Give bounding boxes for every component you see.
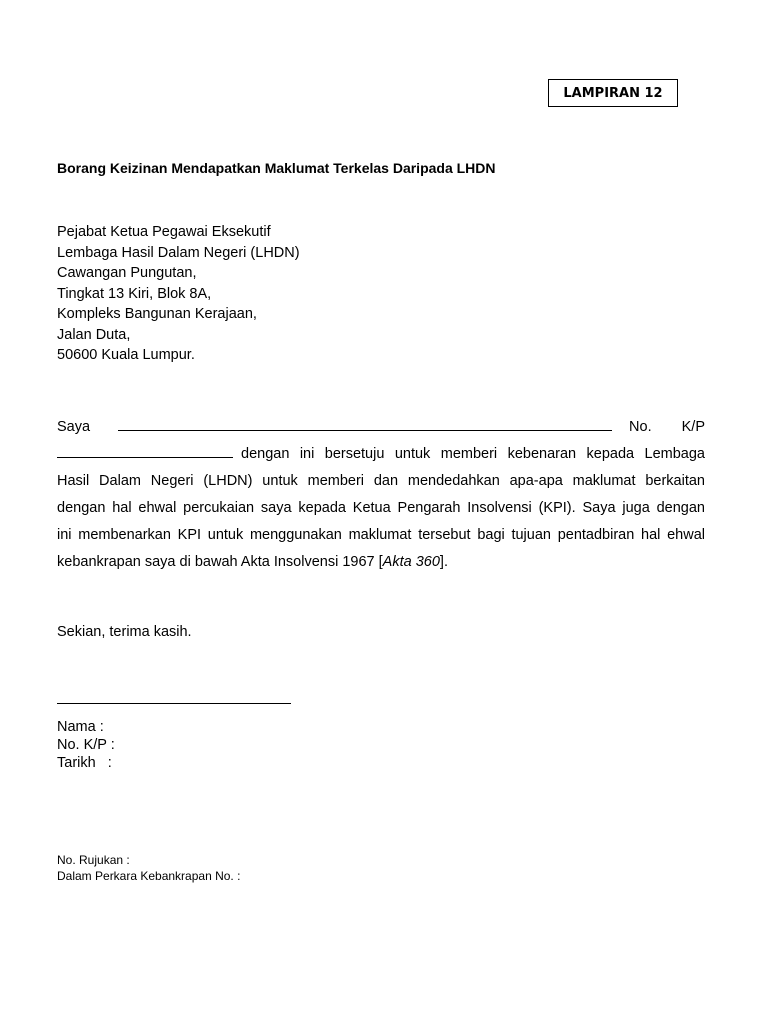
consent-line-2 xyxy=(57,441,705,468)
kp-blank[interactable] xyxy=(57,445,233,458)
consent-text xyxy=(57,549,705,576)
appendix-label: LAMPIRAN 12 xyxy=(563,85,663,101)
closing-text: Sekian, terima kasih. xyxy=(57,624,192,640)
kp-number-label: No. K/P : xyxy=(57,737,115,753)
signature-line[interactable] xyxy=(57,703,291,704)
nama-label: Nama : xyxy=(57,719,104,735)
address-line: Cawangan Pungutan, xyxy=(57,265,197,281)
act-reference: Akta 360 xyxy=(382,554,440,570)
consent-text: ini membenarkan KPI untuk menggunakan maklumat tersebut bagi tujuan pentadbiran hal ehwal xyxy=(57,527,705,543)
consent-text: dengan ini bersetuju untuk memberi kebenaran kepada Lembaga xyxy=(241,446,705,462)
consent-text: Hasil Dalam Negeri (LHDN) untuk memberi dan mendedahkan apa-apa maklumat berkaitan xyxy=(57,473,705,489)
reference-block xyxy=(57,852,240,884)
bankruptcy-case-label: Dalam Perkara Kebankrapan No. : xyxy=(57,869,241,883)
address-line: Tingkat 13 Kiri, Blok 8A, xyxy=(57,285,212,302)
address-line: Lembaga Hasil Dalam Negeri (LHDN) xyxy=(57,244,300,261)
signature-block xyxy=(57,718,115,772)
tarikh-label: Tarikh : xyxy=(57,755,112,771)
saya-label: Saya xyxy=(57,419,91,435)
appendix-label-box xyxy=(548,79,678,107)
kp-label: K/P xyxy=(681,419,705,435)
reference-number-label: No. Rujukan : xyxy=(57,853,130,867)
consent-text-part: ]. xyxy=(439,554,448,570)
consent-text-part: kebankrapan saya di bawah Akta Insolvensi 1967 [ xyxy=(57,554,383,570)
address-line: Pejabat Ketua Pegawai Eksekutif xyxy=(57,224,271,240)
no-label: No. xyxy=(629,419,652,435)
consent-text: dengan hal ehwal percukaian saya kepada Ketua Pengarah Insolvensi (KPI). Saya juga dengan xyxy=(57,500,705,516)
address-line: Jalan Duta, xyxy=(57,326,131,343)
name-blank[interactable] xyxy=(118,418,612,431)
address-line: Kompleks Bangunan Kerajaan, xyxy=(57,306,257,322)
form-title: Borang Keizinan Mendapatkan Maklumat Terkelas Daripada LHDN xyxy=(57,160,496,176)
address-line: 50600 Kuala Lumpur. xyxy=(57,347,195,363)
recipient-address xyxy=(57,222,300,366)
consent-line-1 xyxy=(57,414,705,441)
consent-paragraph xyxy=(57,414,705,576)
